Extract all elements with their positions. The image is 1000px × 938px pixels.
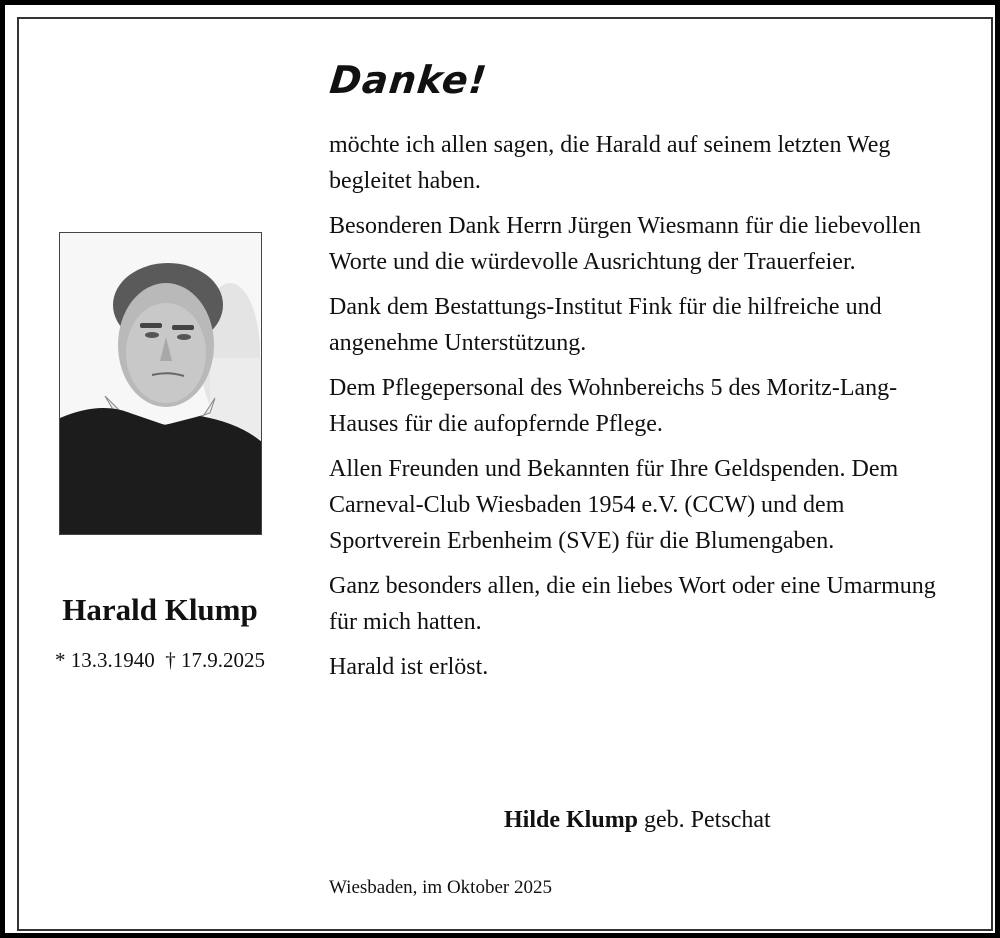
paragraph: Harald ist erlöst.: [329, 654, 489, 680]
life-dates: [30, 648, 290, 673]
signature: [504, 807, 771, 834]
signature-name: Hilde Klump: [504, 807, 639, 833]
paragraph: Besonderen Dank Herrn Jürgen Wiesmann für die liebevollen Worte und die würdevolle Ausrichtung der Trauerfeier.: [329, 213, 921, 275]
deceased-name: Harald Klump: [62, 592, 258, 627]
signature-suffix: geb. Petschat: [644, 807, 771, 833]
portrait-image: [60, 233, 262, 535]
death-date: 17.9.2025: [181, 648, 265, 672]
portrait-photo: [59, 232, 262, 535]
cross-icon: †: [165, 648, 176, 672]
paragraph: Dank dem Bestattungs-Institut Fink für die hilfreiche und angenehme Unterstützung.: [329, 294, 882, 356]
paragraph: Ganz besonders allen, die ein liebes Wort oder eine Umarmung für mich hatten.: [329, 573, 936, 635]
place-date: Wiesbaden, im Oktober 2025: [329, 877, 552, 898]
paragraph: Allen Freunden und Bekannten für Ihre Geldspenden. Dem Carneval-Club Wiesbaden 1954 e.V. (CCW) und dem Sportverein Erbenheim (SVE) für die Blumengaben.: [329, 456, 899, 554]
birth-symbol: *: [55, 648, 66, 672]
heading-thanks: Danke!: [327, 58, 490, 102]
thanks-text: [329, 127, 949, 694]
birth-date: 13.3.1940: [70, 648, 155, 672]
paragraph: Dem Pflegepersonal des Wohnbereichs 5 des Moritz-Lang-Hauses für die aufopfernde Pflege.: [329, 375, 898, 437]
paragraph: möchte ich allen sagen, die Harald auf seinem letzten Weg begleitet haben.: [329, 132, 891, 194]
